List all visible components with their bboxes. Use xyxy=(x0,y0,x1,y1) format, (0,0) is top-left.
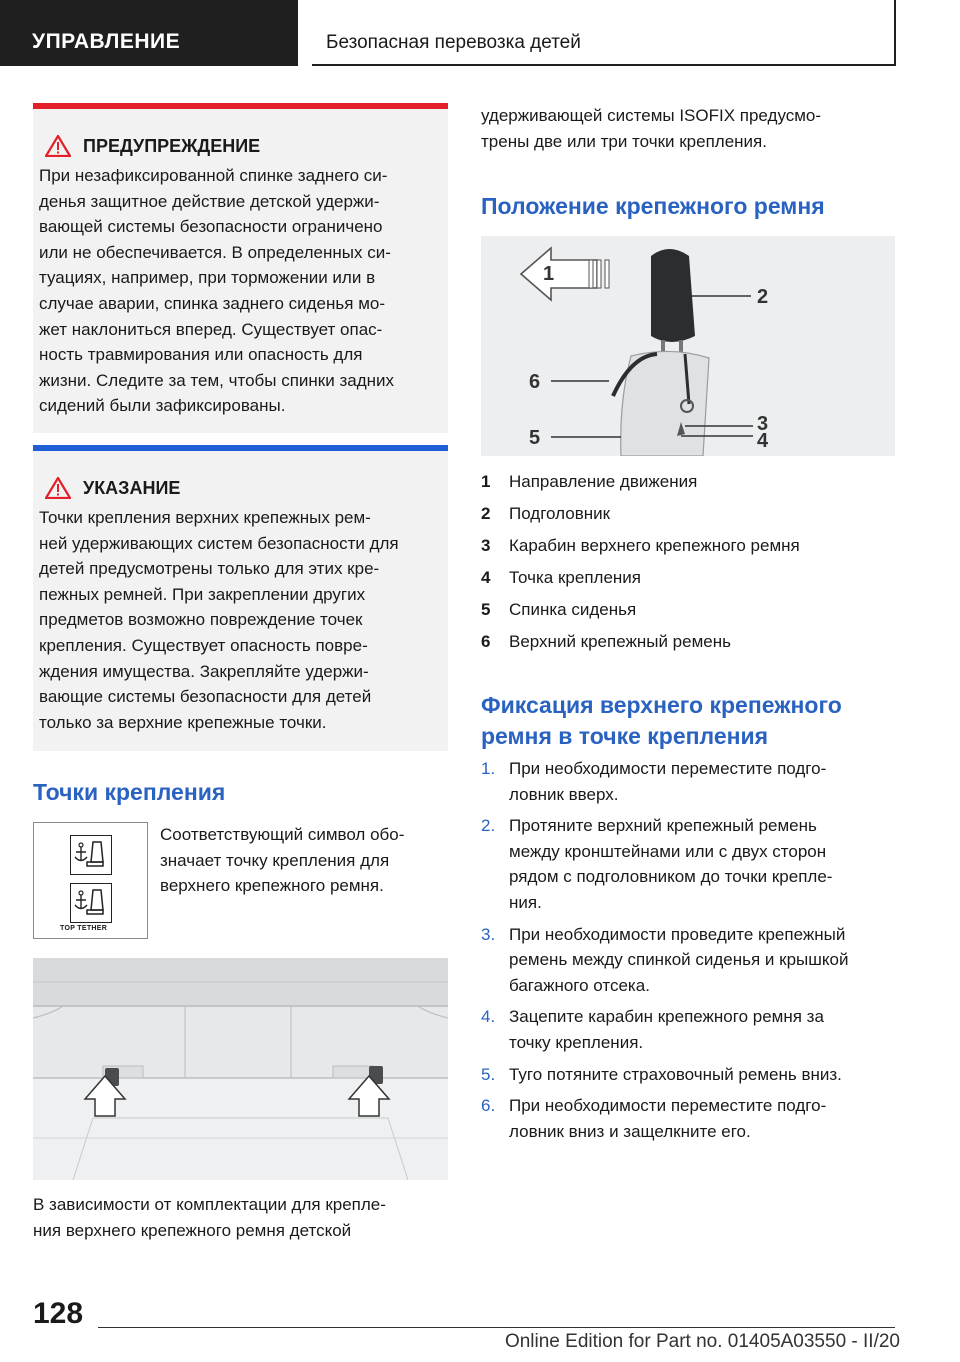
step-line: ловник вверх. xyxy=(509,784,619,804)
step-item xyxy=(481,756,897,807)
warning-line: случае аварии, спинка заднего сиденья мо- xyxy=(39,293,385,313)
legend-num: 4 xyxy=(481,568,491,587)
legend-label: Верхний крепежный ремень xyxy=(509,632,731,651)
warning-box xyxy=(33,103,448,433)
warning-text xyxy=(39,163,436,419)
step-item xyxy=(481,1004,897,1055)
step-line: багажного отсека. xyxy=(509,975,650,995)
footer-rule xyxy=(98,1327,895,1328)
isofix-line: трены две или три точки крепления. xyxy=(481,131,767,151)
legend-label: Подголовник xyxy=(509,504,611,523)
legend-label: Спинка сиденья xyxy=(509,600,637,619)
legend-label: Направление движения xyxy=(509,472,698,491)
anchor-symbols-figure xyxy=(33,822,148,939)
step-item xyxy=(481,1093,897,1144)
note-title: УКАЗАНИЕ xyxy=(83,477,181,498)
step-num: 5. xyxy=(481,1064,496,1084)
warning-triangle-icon xyxy=(45,135,71,157)
warning-line: туациях, например, при торможении или в xyxy=(39,268,376,288)
warning-line: денья защитное действие детской удержи- xyxy=(39,191,380,211)
anchor-points-heading: Точки крепления xyxy=(33,779,226,805)
chapter-title: Безопасная перевозка детей xyxy=(312,0,896,66)
callout-4: 4 xyxy=(757,430,769,452)
step-text xyxy=(509,1062,897,1088)
warning-header xyxy=(39,135,436,157)
note-text xyxy=(39,505,436,735)
page-number: 128 xyxy=(33,1297,84,1330)
callout-3: 3 xyxy=(757,413,769,435)
warning-line: При незафиксированной спинке заднего си- xyxy=(39,166,388,185)
step-item xyxy=(481,922,897,999)
legend-label: Точка крепления xyxy=(509,568,641,587)
legend-num: 3 xyxy=(481,536,491,555)
note-line: ней удерживающих систем безопасности для xyxy=(39,533,399,553)
symbol-line: Соответствующий символ обо- xyxy=(160,825,405,844)
note-line: пежных ремней. При закреплении других xyxy=(39,584,366,604)
note-line: вающие системы безопасности для детей xyxy=(39,687,372,707)
warning-line: жизни. Следите за тем, чтобы спинки задних xyxy=(39,370,394,390)
note-header xyxy=(39,477,436,499)
warning-triangle-icon xyxy=(45,477,71,499)
step-text xyxy=(509,813,897,915)
warning-line: ность травмирования или опасность для xyxy=(39,345,363,365)
legend-item xyxy=(481,594,895,626)
step-text xyxy=(509,1093,897,1144)
step-text xyxy=(509,922,897,999)
legend-item xyxy=(481,498,895,530)
step-text xyxy=(509,756,897,807)
step-line: ремень между спинкой сиденья и крышкой xyxy=(509,950,849,970)
note-line: ждения имущества. Закрепляйте удержи- xyxy=(39,661,369,681)
legend-num: 2 xyxy=(481,504,491,523)
warning-line: вающей системы безопасности ограничено xyxy=(39,217,383,237)
symbol-line: верхнего крепежного ремня. xyxy=(160,876,384,896)
note-line: только за верхние крепежные точки. xyxy=(39,712,327,732)
warning-line: жет наклониться вперед. Существует опас- xyxy=(39,319,383,339)
legend-num: 5 xyxy=(481,600,491,619)
seat-belt-diagram xyxy=(481,236,895,456)
fixing-heading-line: ремня в точке крепления xyxy=(481,723,769,749)
trunk-anchor-image xyxy=(33,958,448,1180)
step-line: точку крепления. xyxy=(509,1032,644,1052)
step-num: 4. xyxy=(481,1007,496,1027)
fixing-steps xyxy=(481,756,897,1150)
callout-6: 6 xyxy=(529,371,541,393)
child-seat-anchor-icon xyxy=(70,835,112,875)
step-line: Протяните верхний крепежный ремень xyxy=(509,816,817,836)
legend-num: 6 xyxy=(481,632,491,651)
step-line: ловник вниз и защелкните его. xyxy=(509,1121,751,1141)
warning-line: или не обеспечивается. В определенных си- xyxy=(39,242,391,262)
anchor-after-text xyxy=(33,1192,448,1243)
step-line: рядом с подголовником до точки крепле- xyxy=(509,867,833,887)
anchor-after-line: ния верхнего крепежного ремня детской xyxy=(33,1220,352,1240)
step-line: При необходимости проведите крепежный xyxy=(509,924,846,944)
legend-label: Карабин верхнего крепежного ремня xyxy=(509,536,800,555)
symbol-line: значает точку крепления для xyxy=(160,850,390,870)
section-tab: УПРАВЛЕНИЕ xyxy=(0,0,298,66)
step-item xyxy=(481,813,897,915)
step-line: Зацепите карабин крепежного ремня за xyxy=(509,1007,824,1027)
step-line: При необходимости переместите подго- xyxy=(509,759,827,778)
callout-5: 5 xyxy=(529,427,541,449)
step-line: между кронштейнами или с двух сторон xyxy=(509,841,827,861)
legend-item xyxy=(481,626,895,658)
step-line: ния. xyxy=(509,892,542,912)
warning-line: сидений были зафиксированы. xyxy=(39,396,286,416)
fixing-heading-line: Фиксация верхнего крепежного xyxy=(481,692,842,718)
note-box xyxy=(33,445,448,751)
callout-2: 2 xyxy=(757,286,769,308)
step-line: При необходимости переместите подго- xyxy=(509,1096,827,1116)
diagram-legend xyxy=(481,466,895,658)
warning-title: ПРЕДУПРЕЖДЕНИЕ xyxy=(83,135,261,156)
top-tether-caption: TOP TETHER xyxy=(60,925,108,932)
note-line: Точки крепления верхних крепежных рем- xyxy=(39,508,371,527)
note-line: крепления. Существует опасность повре- xyxy=(39,635,368,655)
belt-position-heading: Положение крепежного ремня xyxy=(481,193,825,219)
edition-footer: Online Edition for Part no. 01405A03550 - II/20 xyxy=(504,1331,900,1352)
fixing-heading xyxy=(481,690,842,752)
anchor-after-line: В зависимости от комплектации для крепле- xyxy=(33,1195,386,1214)
step-num: 2. xyxy=(481,816,496,836)
note-line: детей предусмотрены только для этих кре- xyxy=(39,559,380,579)
step-num: 3. xyxy=(481,924,496,944)
step-line: Туго потяните страховочный ремень вниз. xyxy=(509,1064,842,1084)
step-text xyxy=(509,1004,897,1055)
legend-item xyxy=(481,466,895,498)
note-line: предметов возможно повреждение точек xyxy=(39,610,363,630)
callout-1: 1 xyxy=(543,263,555,285)
step-num: 1. xyxy=(481,759,496,778)
step-num: 6. xyxy=(481,1096,496,1116)
isofix-line: удерживающей системы ISOFIX предусмо- xyxy=(481,106,822,125)
legend-num: 1 xyxy=(481,472,491,491)
legend-item xyxy=(481,530,895,562)
legend-item xyxy=(481,562,895,594)
top-tether-anchor-icon xyxy=(70,883,112,923)
isofix-intro xyxy=(481,103,895,154)
step-item xyxy=(481,1062,897,1088)
symbol-description xyxy=(160,822,450,899)
